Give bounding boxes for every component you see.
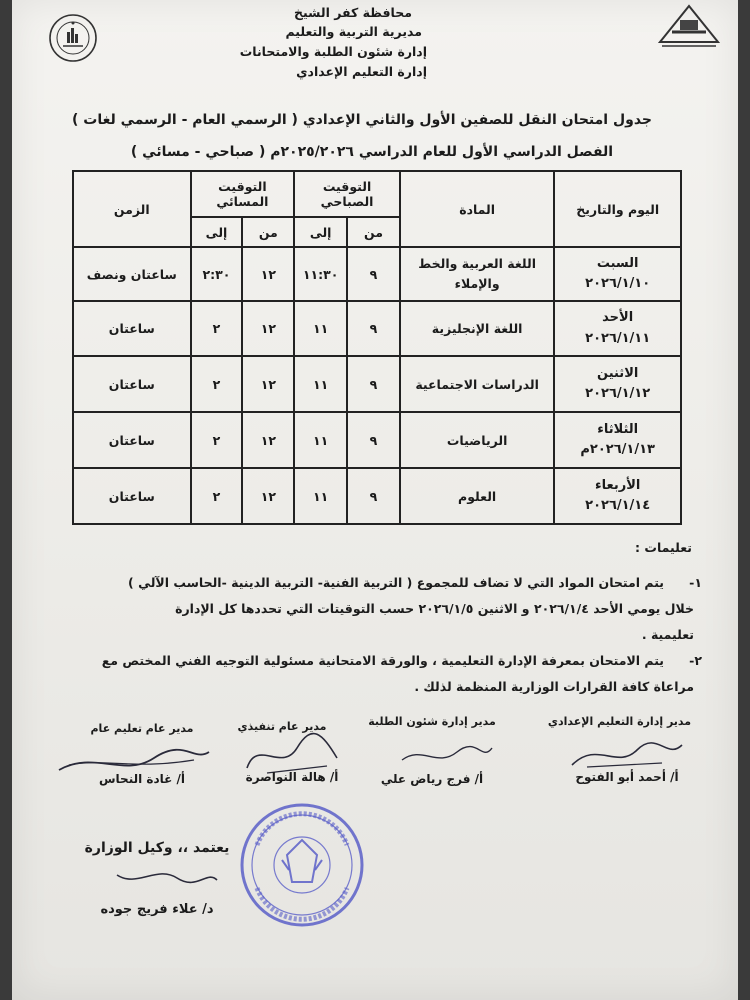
signature-title: مدير إدارة التعليم الإعدادي bbox=[547, 715, 692, 728]
instruction-1-number: ١- bbox=[689, 575, 702, 590]
evening-to-cell: ٢:٣٠ bbox=[191, 247, 243, 301]
header-subject: المادة bbox=[400, 171, 554, 247]
evening-to-cell: ٢ bbox=[191, 301, 243, 356]
evening-from-cell: ١٢ bbox=[242, 412, 294, 468]
signature-mark bbox=[112, 860, 222, 890]
governorate-name: محافظة كفر الشيخ bbox=[294, 5, 412, 20]
approval-name: د/ علاء فريج جوده bbox=[100, 902, 214, 917]
duration-cell: ساعتان bbox=[73, 301, 191, 356]
instructions-heading: تعليمات : bbox=[635, 540, 692, 555]
header-morning-to: إلى bbox=[294, 217, 347, 247]
signatory-name: أ/ غادة النحاس bbox=[98, 772, 186, 786]
signatory-name: أ/ أحمد أبو الفتوح bbox=[575, 770, 679, 784]
document-page bbox=[12, 0, 738, 1000]
instruction-1-line-3: تعليمية . bbox=[641, 627, 694, 642]
duration-cell: ساعتان bbox=[73, 356, 191, 412]
day-label: الأحد bbox=[602, 310, 634, 326]
evening-to-cell: ٢ bbox=[191, 468, 243, 524]
day-label: الأربعاء bbox=[594, 477, 641, 493]
day-date-cell bbox=[554, 356, 681, 412]
table-row bbox=[73, 468, 681, 524]
duration-cell: ساعتان ونصف bbox=[73, 247, 191, 301]
duration-cell: ساعتان bbox=[73, 412, 191, 468]
morning-to-cell: ١١ bbox=[294, 412, 347, 468]
day-date-cell bbox=[554, 247, 681, 301]
instruction-2-line-2: مراعاة كافة القرارات الوزارية المنظمة لذلك . bbox=[414, 679, 694, 694]
subject-cell: الدراسات الاجتماعية bbox=[400, 356, 554, 412]
instruction-1-line-2: خلال يومي الأحد ٢٠٢٦/١/٤ و الاثنين ٢٠٢٦/١/٥ حسب التوقيتات التي تحددها كل الإدارة bbox=[175, 601, 694, 616]
directorate-logo bbox=[37, 12, 109, 64]
exam-schedule-table bbox=[72, 170, 682, 525]
date-label: ٢٠٢٦/١/١٤ bbox=[585, 498, 651, 513]
evening-to-cell: ٢ bbox=[191, 412, 243, 468]
date-label: ٢٠٢٦/١/١٣م bbox=[580, 442, 655, 457]
date-label: ٢٠٢٦/١/١٠ bbox=[585, 276, 651, 291]
day-date-cell bbox=[554, 301, 681, 356]
table-row bbox=[73, 247, 681, 301]
header-evening-to: إلى bbox=[191, 217, 243, 247]
header-evening-from: من bbox=[242, 217, 294, 247]
evening-to-cell: ٢ bbox=[191, 356, 243, 412]
signature-mark bbox=[567, 735, 687, 775]
signature-title: مدير عام تعليم عام bbox=[90, 722, 194, 735]
morning-from-cell: ٩ bbox=[347, 468, 400, 524]
schedule-subtitle: الفصل الدراسي الأول للعام الدراسي ٢٠٢٥/٢٠٢٦م ( صباحي - مسائي ) bbox=[130, 144, 614, 160]
morning-to-cell: ١١:٣٠ bbox=[294, 247, 347, 301]
evening-from-cell: ١٢ bbox=[242, 356, 294, 412]
header-morning: التوقيت الصباحي bbox=[294, 171, 400, 217]
signatory-name: أ/ هالة النواصرة bbox=[245, 770, 339, 784]
subject-cell: الرياضيات bbox=[400, 412, 554, 468]
instruction-2-line-1: يتم الامتحان بمعرفة الإدارة التعليمية ، والورقة الامتحانية مسئولية التوجيه الفني المختص مع bbox=[101, 653, 664, 668]
day-label: السبت bbox=[596, 255, 639, 271]
day-date-cell bbox=[554, 412, 681, 468]
header-evening: التوقيت المسائي bbox=[191, 171, 295, 217]
instruction-1-line-1: يتم امتحان المواد التي لا تضاف للمجموع ( التربية الفنية- التربية الدينية -الحاسب الآلي ) bbox=[128, 575, 664, 590]
header-morning-from: من bbox=[347, 217, 400, 247]
morning-to-cell: ١١ bbox=[294, 468, 347, 524]
evening-from-cell: ١٢ bbox=[242, 301, 294, 356]
date-label: ٢٠٢٦/١/١١ bbox=[585, 330, 651, 346]
ministry-logo bbox=[652, 2, 727, 50]
signature-mark bbox=[397, 740, 497, 770]
header-day-date: اليوم والتاريخ bbox=[554, 171, 681, 247]
header-duration: الزمن bbox=[73, 171, 191, 247]
morning-from-cell: ٩ bbox=[347, 247, 400, 301]
subject-cell: اللغة الإنجليزية bbox=[400, 301, 554, 356]
subject-cell: العلوم bbox=[400, 468, 554, 524]
signature-title: مدير عام تنفيذي bbox=[237, 720, 327, 733]
morning-from-cell: ٩ bbox=[347, 301, 400, 356]
subject-cell: اللغة العربية والخط والإملاء bbox=[400, 247, 554, 301]
duration-cell: ساعتان bbox=[73, 468, 191, 524]
table-row bbox=[73, 301, 681, 356]
morning-to-cell: ١١ bbox=[294, 301, 347, 356]
preparatory-education-dept: إدارة التعليم الإعدادي bbox=[296, 64, 427, 79]
signature-title: مدير إدارة شئون الطلبة bbox=[368, 715, 496, 728]
morning-from-cell: ٩ bbox=[347, 356, 400, 412]
official-stamp bbox=[237, 800, 367, 930]
ministry-logo-graphic bbox=[652, 2, 727, 50]
date-label: ٢٠٢٦/١/١٢ bbox=[585, 386, 651, 401]
student-affairs-dept: إدارة شئون الطلبة والامتحانات bbox=[239, 44, 427, 59]
schedule-title: جدول امتحان النقل للصفين الأول والثاني الإعدادي ( الرسمي العام - الرسمي لغات ) bbox=[71, 112, 652, 128]
evening-from-cell: ١٢ bbox=[242, 468, 294, 524]
morning-to-cell: ١١ bbox=[294, 356, 347, 412]
directorate-logo-graphic bbox=[37, 12, 109, 64]
signatory-name: أ/ فرج رياض علي bbox=[380, 772, 484, 786]
evening-from-cell: ١٢ bbox=[242, 247, 294, 301]
table-row bbox=[73, 356, 681, 412]
morning-from-cell: ٩ bbox=[347, 412, 400, 468]
directorate-name: مديرية التربية والتعليم bbox=[285, 24, 422, 39]
approval-label: يعتمد ،، وكيل الوزارة bbox=[84, 840, 230, 856]
instruction-2-number: ٢- bbox=[689, 653, 702, 668]
day-label: الاثنين bbox=[597, 365, 639, 381]
day-label: الثلاثاء bbox=[597, 421, 639, 437]
day-date-cell bbox=[554, 468, 681, 524]
table-row bbox=[73, 412, 681, 468]
